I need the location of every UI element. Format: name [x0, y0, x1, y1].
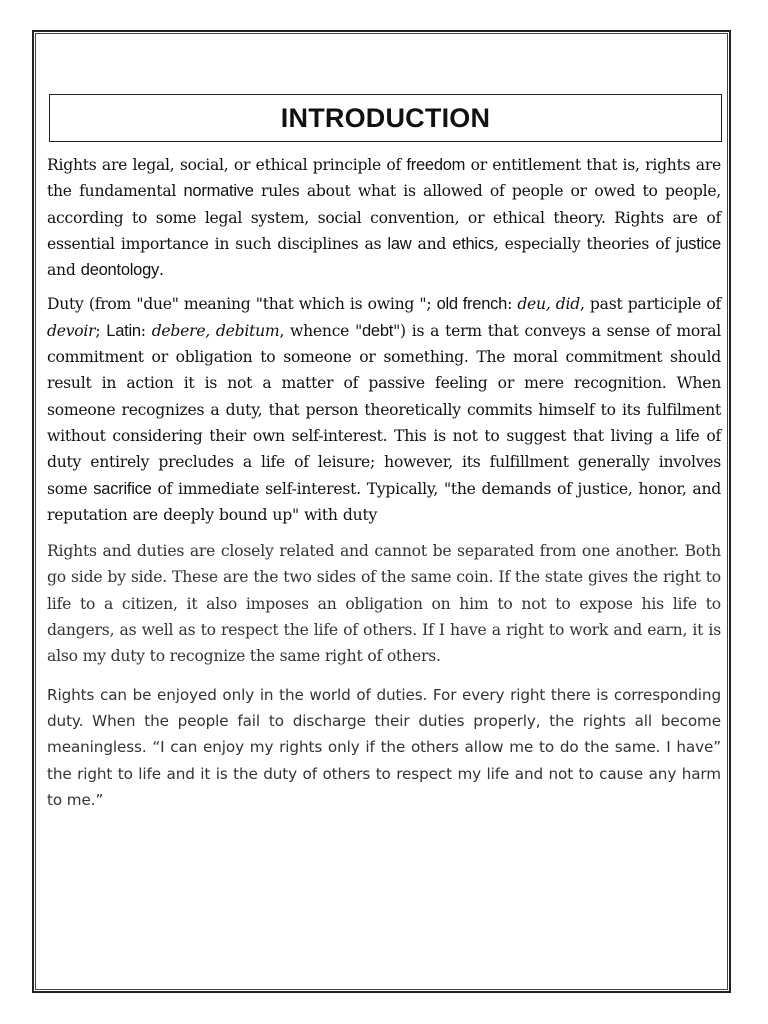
- term-deu-did: deu, did: [517, 295, 580, 314]
- text-run: ") is a term that conveys a sense of moral commitment or obligation to someone or something. The moral commitment should result in action it is not a matter of passive feeling or mere recognition. When someone recognizes a duty, that person theoretically commits himself to its fulfilment without considering their own self-interest. This is not to suggest that living a life of duty entirely precludes a life of leisure; however, its fulfillment generally involves some: [47, 321, 721, 498]
- term-debt: debt: [362, 321, 394, 340]
- paragraph-rights-and-duties-related: Rights and duties are closely related and cannot be separated from one another. Both go side by side. These are the two sides of the same coin. If the state gives the right to life to a citizen, it also imposes an obligation on him to not to expose his life to dangers, as well as to respect the life of others. If I have a right to work and earn, it is also my duty to recognize the same right of others.: [47, 542, 721, 666]
- text-run: rules about what is allowed of people or owed to people, according to some legal system, social convention, or ethical theory. Rights are of essential importance in such disciplines as: [47, 182, 722, 253]
- text-run: :: [507, 295, 518, 314]
- term-devoir: devoir: [47, 321, 96, 340]
- term-normative: normative: [183, 182, 254, 201]
- term-sacrifice: sacrifice: [93, 479, 152, 498]
- paragraph-rights-definition: [47, 152, 721, 283]
- term-debere-debitum: debere, debitum: [151, 321, 280, 340]
- term-latin: Latin: [106, 321, 141, 340]
- text-run: , especially theories of: [493, 234, 676, 253]
- paragraph-rights-in-world-of-duties: Rights can be enjoyed only in the world of duties. For every right there is corresponding duty. When the people fail to discharge their duties properly, the rights all become meaningless. “I can enjoy my rights only if the others allow me to do the same. I have” the right to life and it is the duty of others to respect my life and not to cause any harm to me.”: [47, 685, 721, 809]
- text-run: and: [411, 234, 453, 253]
- text-run: and: [47, 261, 81, 280]
- text-run: Rights are legal, social, or ethical principle of: [47, 156, 407, 174]
- text-run: :: [140, 321, 152, 340]
- text-run: ;: [95, 321, 107, 340]
- term-ethics: ethics: [452, 234, 494, 253]
- document-body: [47, 152, 721, 813]
- text-run: , past participle of: [579, 295, 721, 314]
- text-run: , whence ": [279, 321, 362, 340]
- paragraph-duty-definition: [47, 291, 721, 528]
- text-run: or entitlement that is, rights are the fundamental: [47, 156, 721, 201]
- term-justice: justice: [675, 234, 721, 253]
- title-box: [49, 94, 722, 142]
- term-old-french: old french: [436, 295, 508, 314]
- term-law: law: [387, 234, 412, 253]
- term-deontology: deontology: [80, 261, 160, 280]
- text-run: of immediate self-interest. Typically, "the demands of justice, honor, and reputation are deeply bound up" with duty: [47, 479, 721, 524]
- term-freedom: freedom: [406, 156, 466, 174]
- text-run: .: [159, 261, 164, 280]
- page-title: INTRODUCTION: [280, 102, 491, 133]
- text-run: Duty (from "due" meaning "that which is owing ";: [47, 295, 437, 314]
